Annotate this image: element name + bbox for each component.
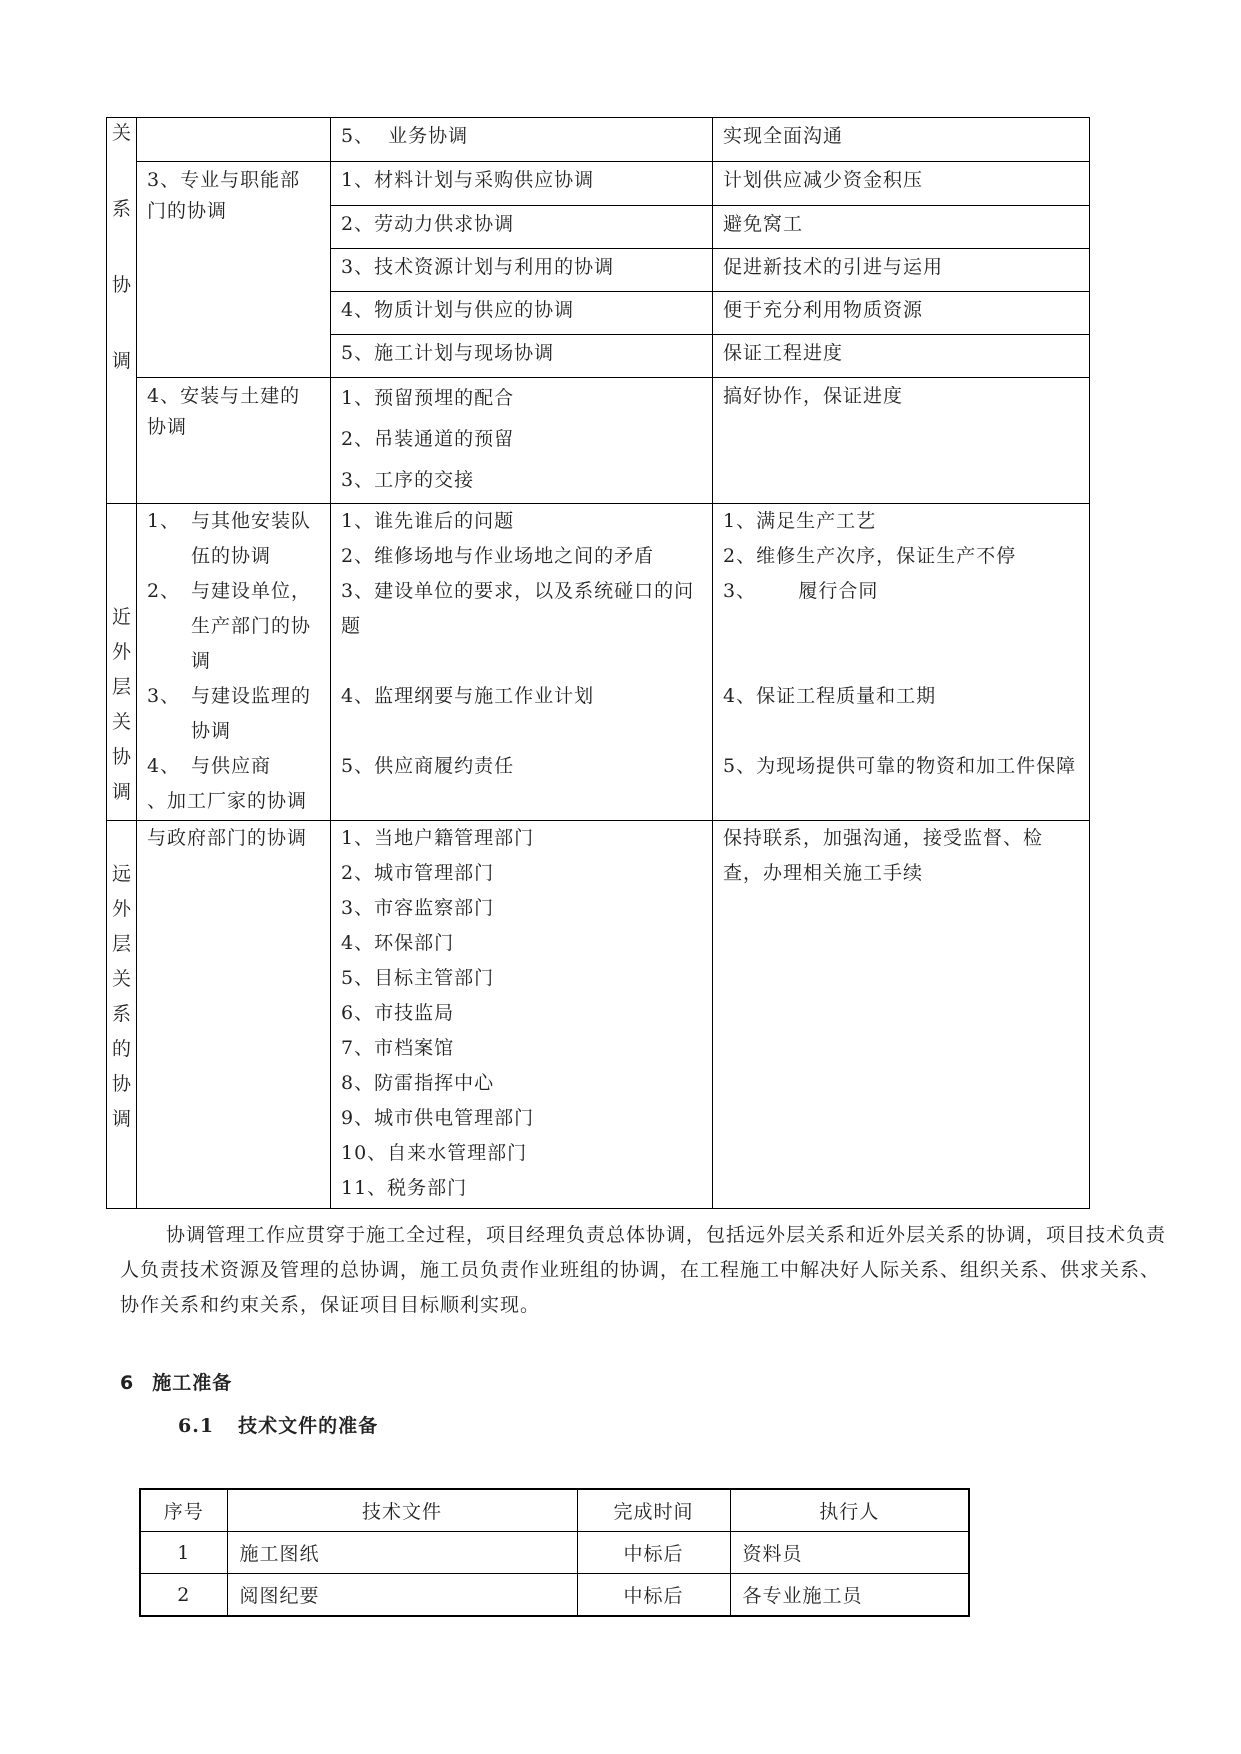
- item-cell: [331, 335, 713, 378]
- category-cell: [107, 821, 137, 1209]
- item-text: 技术资源计划与利用的协调: [374, 256, 615, 278]
- list-item: 5、为现场提供可靠的物资和加工件保障: [723, 755, 1077, 777]
- category-char: 外: [111, 641, 131, 663]
- table-row: [107, 118, 1090, 162]
- item-number: 1、: [341, 169, 375, 191]
- item-number: 2、: [341, 213, 375, 235]
- list-item: 4、监理纲要与施工作业计划: [341, 685, 595, 707]
- list-item: 2、维修场地与作业场地之间的矛盾: [341, 545, 655, 567]
- table-cell: 各专业施工员: [730, 1574, 969, 1617]
- section-title: 施工准备: [152, 1372, 233, 1394]
- table-row: [107, 378, 1090, 504]
- outcome-cell: 实现全面沟通: [713, 118, 1090, 162]
- category-char: 关: [111, 122, 131, 144]
- column-header: 执行人: [730, 1489, 969, 1532]
- section-number: 6: [120, 1372, 135, 1394]
- table-cell: 施工图纸: [227, 1532, 577, 1574]
- party-item: 4、 与供应商: [147, 755, 272, 777]
- category-char: 外: [111, 898, 131, 920]
- party-item: 1、 与其他安装队伍的协调: [147, 510, 312, 567]
- table-header-row: [140, 1489, 969, 1532]
- outcome-cell: 计划供应减少资金积压: [713, 162, 1090, 206]
- coordination-table: [106, 117, 1090, 1209]
- party-cell: 与政府部门的协调: [137, 821, 331, 1209]
- item-text: 物质计划与供应的协调: [374, 299, 575, 321]
- category-char: 系: [111, 198, 131, 220]
- item-text: 材料计划与采购供应协调: [374, 169, 595, 191]
- item-number: 4、: [341, 299, 375, 321]
- category-char: 调: [111, 781, 131, 803]
- party-cell: 3、专业与职能部门的协调: [137, 162, 331, 378]
- table-row: [140, 1532, 969, 1574]
- list-item: 4、环保部门: [341, 932, 455, 954]
- outcome-cell: 便于充分利用物质资源: [713, 292, 1090, 335]
- table-row: [107, 504, 1090, 821]
- list-item: 2、城市管理部门: [341, 862, 495, 884]
- category-char: 调: [111, 1108, 131, 1130]
- item-cell: [331, 118, 713, 162]
- list-item: 2、维修生产次序，保证生产不停: [723, 545, 1017, 567]
- category-char: 关: [111, 711, 131, 733]
- item-cell: [331, 249, 713, 292]
- item-number: 3、: [341, 256, 375, 278]
- item-cell: [331, 162, 713, 206]
- category-char: 远: [111, 863, 131, 885]
- list-item: 1、谁先谁后的问题: [341, 510, 515, 532]
- list-item: 5、供应商履约责任: [341, 755, 515, 777]
- item-cell: [331, 821, 713, 1209]
- list-item: 3、 履行合同: [723, 580, 879, 602]
- party-item: 3、 与建设监理的协调: [147, 685, 312, 742]
- list-item: 8、防雷指挥中心: [341, 1072, 495, 1094]
- list-item: 2、吊装通道的预留: [341, 428, 515, 450]
- table-cell: 阅图纪要: [227, 1574, 577, 1617]
- list-item: 6、市技监局: [341, 1002, 455, 1024]
- list-item: 3、市容监察部门: [341, 897, 495, 919]
- list-item: 1、预留预埋的配合: [341, 387, 515, 409]
- section-heading: [120, 1368, 232, 1395]
- party-item: 、加工厂家的协调: [147, 790, 308, 812]
- column-header: 完成时间: [577, 1489, 730, 1532]
- party-cell: [137, 504, 331, 821]
- item-cell: [331, 292, 713, 335]
- summary-paragraph: 协调管理工作应贯穿于施工全过程，项目经理负责总体协调，包括远外层关系和近外层关系的协调，项目技术负责人负责技术资源及管理的总协调，施工员负责作业班组的协调，在工程施工中解决好人际关系、组织关系、供求关系、协作关系和约束关系，保证项目目标顺利实现。: [120, 1224, 1167, 1316]
- category-char: 关: [111, 968, 131, 990]
- category-char: 协: [111, 274, 131, 296]
- table-cell: 中标后: [577, 1574, 730, 1617]
- category-cell: [107, 504, 137, 821]
- subsection-heading: [178, 1411, 378, 1438]
- category-char: 系: [111, 1003, 131, 1025]
- outcome-cell: 促进新技术的引进与运用: [713, 249, 1090, 292]
- table-row: [140, 1574, 969, 1617]
- table-cell: 2: [140, 1574, 227, 1617]
- list-item: 3、工序的交接: [341, 469, 475, 491]
- table-row: [107, 821, 1090, 1209]
- list-item: 11、税务部门: [341, 1177, 468, 1199]
- category-char: 调: [111, 350, 131, 372]
- category-char: 层: [111, 933, 131, 955]
- item-text: 施工计划与现场协调: [374, 342, 555, 364]
- column-header: 序号: [140, 1489, 227, 1532]
- party-cell: 4、安装与土建的协调: [137, 378, 331, 504]
- list-item: 1、当地户籍管理部门: [341, 827, 535, 849]
- table-cell: 1: [140, 1532, 227, 1574]
- category-cell: [107, 118, 137, 504]
- item-cell: [331, 206, 713, 249]
- item-cell: [331, 504, 713, 821]
- outcome-cell: 搞好协作，保证进度: [713, 378, 1090, 504]
- category-char: 协: [111, 1073, 131, 1095]
- list-item: 1、满足生产工艺: [723, 510, 877, 532]
- outcome-cell: 避免窝工: [713, 206, 1090, 249]
- category-char: 层: [111, 676, 131, 698]
- list-item: 4、保证工程质量和工期: [723, 685, 937, 707]
- outcome-cell: 保证工程进度: [713, 335, 1090, 378]
- list-item: 10、自来水管理部门: [341, 1142, 528, 1164]
- category-char: 协: [111, 746, 131, 768]
- tech-docs-table: [139, 1488, 970, 1617]
- item-cell: [331, 378, 713, 504]
- list-item: 7、市档案馆: [341, 1037, 455, 1059]
- category-char: 的: [111, 1038, 131, 1060]
- column-header: 技术文件: [227, 1489, 577, 1532]
- list-item: 3、建设单位的要求，以及系统碰口的问题: [341, 580, 695, 637]
- table-row: [107, 162, 1090, 206]
- outcome-cell: [713, 504, 1090, 821]
- outcome-cell: 保持联系，加强沟通，接受监督、检查，办理相关施工手续: [713, 821, 1090, 1209]
- list-item: 5、目标主管部门: [341, 967, 495, 989]
- subsection-number: 6.1: [178, 1415, 215, 1437]
- item-text: 业务协调: [374, 125, 469, 147]
- category-char: 近: [111, 606, 131, 628]
- list-item: 9、城市供电管理部门: [341, 1107, 535, 1129]
- item-number: 5、: [341, 125, 375, 147]
- subsection-title: 技术文件的准备: [238, 1415, 379, 1437]
- table-cell: 中标后: [577, 1532, 730, 1574]
- party-cell: [137, 118, 331, 162]
- table-cell: 资料员: [730, 1532, 969, 1574]
- item-number: 5、: [341, 342, 375, 364]
- party-item: 2、 与建设单位，生产部门的协调: [147, 580, 312, 672]
- item-text: 劳动力供求协调: [374, 213, 515, 235]
